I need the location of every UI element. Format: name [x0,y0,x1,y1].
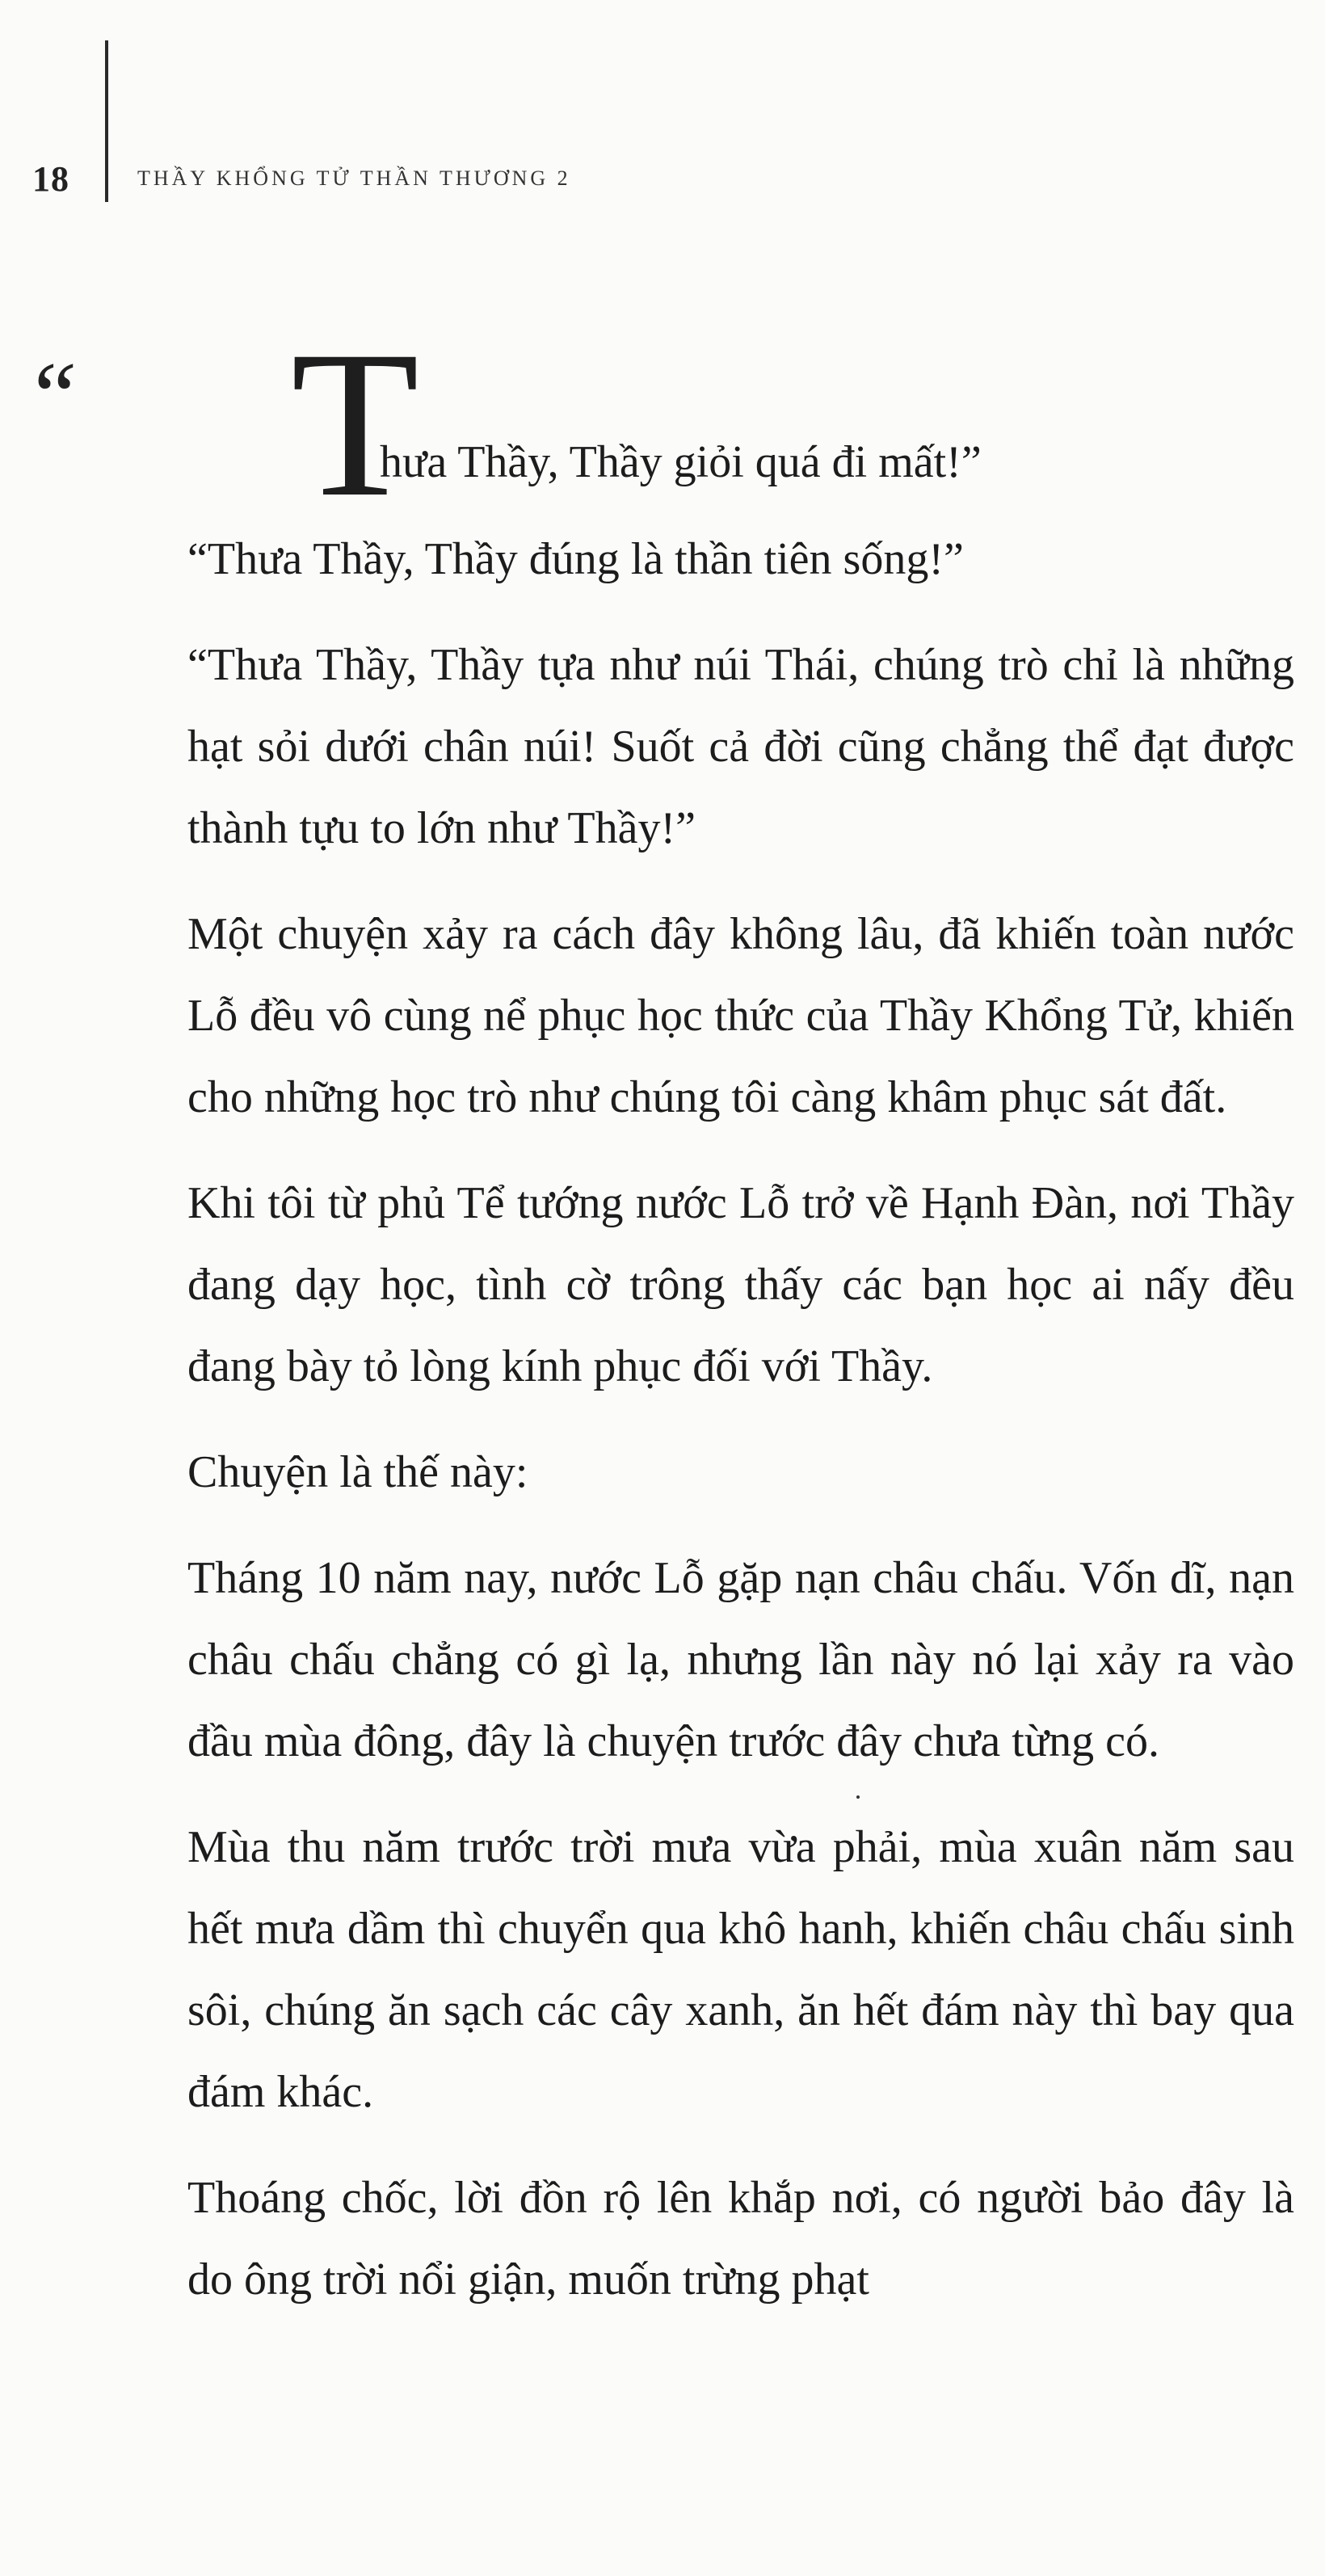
print-speck [856,1795,860,1799]
paragraph: Mùa thu năm trước trời mưa vừa phải, mùa xuân năm sau hết mưa dầm thì chuyển qua khô hanh, khiến châu chấu sinh sôi, chúng ăn sạch các cây xanh, ăn hết đám này thì bay qua đám khác. [187,1822,1294,2117]
header-divider [105,40,108,202]
paragraph: Tháng 10 năm nay, nước Lỗ gặp nạn châu chấu. Vốn dĩ, nạn châu chấu chẳng có gì lạ, nhưng lần này nó lại xảy ra vào đầu mùa đông, đây là chuyện trước đây chưa từng có. [187,1553,1294,1766]
body-text [187,519,1294,2345]
paragraph: Chuyện là thế này: [187,1447,528,1497]
paragraph: Thoáng chốc, lời đồn rộ lên khắp nơi, có người bảo đây là do ông trời nổi giận, muốn trừng phạt [187,2173,1294,2305]
first-line-text: hưa Thầy, Thầy giỏi quá đi mất!” [380,437,982,487]
paragraph: Khi tôi từ phủ Tể tướng nước Lỗ trở về Hạnh Đàn, nơi Thầy đang dạy học, tình cờ trông thấy các bạn học ai nấy đều đang bày tỏ lòng kính phục đối với Thầy. [187,1178,1294,1391]
page-number: 18 [32,159,69,199]
drop-cap-letter: T [291,308,419,541]
paragraph: “Thưa Thầy, Thầy đúng là thần tiên sống!” [187,534,964,584]
paragraph: “Thưa Thầy, Thầy tựa như núi Thái, chúng trò chỉ là những hạt sỏi dưới chân núi! Suốt cả đời cũng chẳng thể đạt được thành tựu to lớn như Thầy!” [187,640,1294,853]
paragraph: Một chuyện xảy ra cách đây không lâu, đã khiến toàn nước Lỗ đều vô cùng nể phục học thức của Thầy Khổng Tử, khiến cho những học trò như chúng tôi càng khâm phục sát đất. [187,909,1294,1122]
running-title: THẦY KHỔNG TỬ THẦN THƯƠNG 2 [137,166,571,190]
opening-quote-mark: “ [24,342,78,449]
